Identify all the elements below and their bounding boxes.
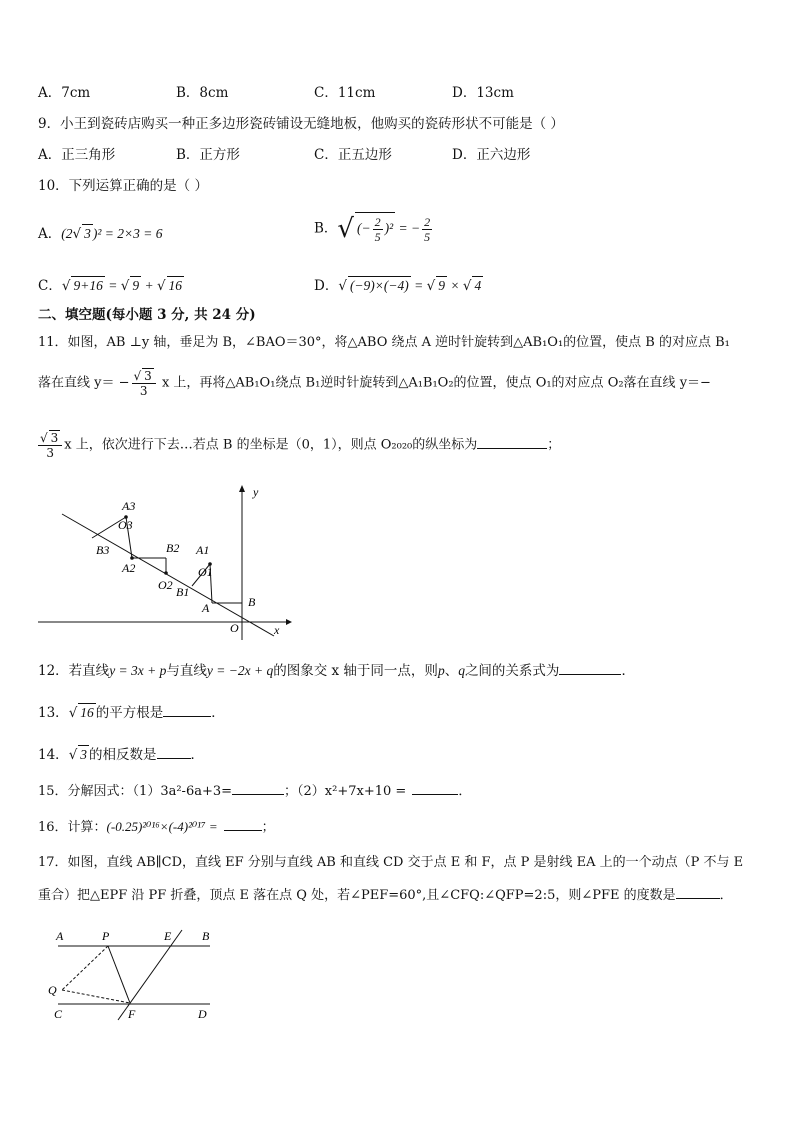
q11-figure <box>34 482 294 642</box>
q15-part-a: 15．分解因式：（1）3a²-6a+3= <box>38 784 233 799</box>
q11-line1: 11．如图，AB ⊥y 轴，垂足为 B，∠BAO＝30°，将△ABO 绕点 A 逆时针旋转到△AB₁O₁的位置，使点 B 的对应点 B₁ <box>38 335 730 350</box>
q10-d-eq: = <box>410 278 427 293</box>
q10-b-den: 5 <box>374 230 381 244</box>
label-b2: B2 <box>166 541 180 555</box>
label-o: O <box>230 621 239 635</box>
q14-line: 14．√ 3 的相反数是 ． <box>38 744 204 764</box>
label-f: F <box>128 1007 136 1021</box>
q8-option-d: D．13cm <box>452 85 514 101</box>
label-o2: O2 <box>158 578 173 592</box>
label-a2: A2 <box>122 561 136 575</box>
q12-sep: 、 <box>444 663 459 679</box>
q12-part-a: 12．若直线 <box>38 663 110 679</box>
q9-option-d: D．正六边形 <box>452 147 531 163</box>
q17-line1: 17．如图，直线 AB∥CD，直线 EF 分别与直线 AB 和直线 CD 交于点 E 和 F，点 P 是射线 EA 上的一个动点（P 不与 E <box>38 855 744 870</box>
q10-d-label: D． <box>314 278 339 294</box>
label-b3: B3 <box>96 543 110 557</box>
label-d: D <box>198 1007 207 1021</box>
q10-c-root3: 16 <box>168 278 183 293</box>
q15-end: ． <box>458 784 472 799</box>
q16-end: ； <box>261 820 275 835</box>
q12-formula1: y = 3x + p <box>109 663 167 678</box>
q11-line2-b: x 上，再将△AB₁O₁绕点 B₁逆时针旋转到△A₁B₁O₂的位置，使点 O₁的对应点 O₂落在直线 y＝− <box>157 375 711 391</box>
y-axis-arrow <box>239 485 245 492</box>
q11-line3-b: x 上，依次进行下去…若点 B 的坐标是（0，1），则点 O₂₀₂₀的纵坐标为 <box>64 437 478 453</box>
q10-stem: 10．下列运算正确的是（ ） <box>38 178 208 194</box>
q10-b-num: 2 <box>374 215 381 229</box>
q9-stem: 9．小王到瓷砖店购买一种正多边形瓷砖铺设无缝地板，他购买的瓷砖形状不可能是（ ） <box>38 116 564 132</box>
label-x: x <box>274 623 280 637</box>
q10-b-rden: 5 <box>424 229 431 244</box>
q12-part-b: 与直线 <box>166 663 207 679</box>
q13-answer-blank[interactable] <box>163 702 211 717</box>
q16-expr: (-0.25)²⁰¹⁶×(-4)²⁰¹⁷ = <box>106 819 218 834</box>
q17-figure <box>44 924 224 1024</box>
section2-title: 二、填空题(每小题 3 分, 共 24 分) <box>38 307 256 323</box>
q12-part-c: 的图象交 x 轴于同一点，则 <box>273 663 438 679</box>
q9-option-c: C．正五边形 <box>314 147 392 163</box>
q9-option-a: A．正三角形 <box>38 147 116 163</box>
q10-b-eq: = − <box>395 220 421 236</box>
label-o3: O3 <box>118 518 133 532</box>
q13-line: 13．√ 16 的平方根是 ． <box>38 702 225 722</box>
label-a: A <box>202 601 210 615</box>
q12-p: p <box>437 663 445 678</box>
q11-frac-num: 3 <box>144 369 152 383</box>
q10-a-expr-part2: )² = 2×3 = 6 <box>92 226 163 241</box>
q14-root: 3 <box>80 747 88 762</box>
q15-answer-blank-1[interactable] <box>232 780 284 795</box>
label-a3: A3 <box>122 499 136 513</box>
q15-part-b: ；（2）x²+7x+10 = <box>284 784 407 799</box>
q11-line3-den: 3 <box>46 446 54 460</box>
q12-part-d: 之间的关系式为 <box>464 663 560 679</box>
label-a1: A1 <box>196 543 210 557</box>
q16-part-a: 16．计算： <box>38 820 107 835</box>
q11-line2-a: 落在直线 y＝ − <box>38 375 130 391</box>
q16-line <box>38 816 275 837</box>
label-b: B <box>202 929 210 943</box>
q10-b-rnum: 2 <box>424 214 431 229</box>
q10-c-label: C． <box>38 278 62 294</box>
q11-frac-den: 3 <box>139 384 148 398</box>
q10-c-plus: + <box>141 278 157 293</box>
q11-line3-end: ； <box>547 437 561 453</box>
q8-option-a: A．7cm <box>38 85 91 101</box>
q12-q: q <box>458 663 465 678</box>
q10-d-root3: 4 <box>474 278 482 293</box>
q10-c-eq: = <box>104 278 121 293</box>
q14-part-a: 14． <box>38 747 69 763</box>
q13-part-a: 13． <box>38 705 69 721</box>
q13-end: ． <box>211 705 225 721</box>
label-a: A <box>56 929 64 943</box>
q17-end: ． <box>719 888 733 903</box>
q9-option-b: B．正方形 <box>176 147 240 163</box>
q10-option-c: C．√ 9+16 = √ 9 + √ 16 <box>38 278 183 294</box>
q10-a-expr-part1: (2 <box>61 226 73 241</box>
point-o2 <box>164 571 168 575</box>
q17-answer-blank[interactable] <box>676 884 720 899</box>
q12-line <box>38 660 635 680</box>
q8-option-c: C．11cm <box>314 85 376 101</box>
q16-answer-blank[interactable] <box>224 816 262 831</box>
q10-option-d: D．√ (−9)×(−4) = √ 9 × √ 4 <box>314 278 482 294</box>
segment-pq <box>62 946 108 990</box>
point-a2 <box>130 556 134 560</box>
x-axis-arrow <box>286 619 292 625</box>
label-c: C <box>54 1007 63 1021</box>
q10-option-a: A．(2√ 3 )² = 2×3 = 6 <box>38 226 163 242</box>
q11-line3-num: 3 <box>50 431 59 445</box>
label-p: P <box>102 929 110 943</box>
q13-root: 16 <box>80 705 94 720</box>
q10-b-inner: (− <box>357 220 371 236</box>
label-o1: O1 <box>198 565 213 579</box>
q12-answer-blank[interactable] <box>559 660 621 675</box>
q10-b-label: B． <box>314 220 338 237</box>
q10-a-root: 3 <box>84 226 91 241</box>
label-b1: B1 <box>176 585 190 599</box>
label-b: B <box>248 595 256 609</box>
segment-pf <box>108 946 130 1003</box>
q14-end: ． <box>190 747 205 763</box>
q11-answer-blank[interactable] <box>477 434 547 449</box>
q14-part-b: 的相反数是 <box>89 747 157 763</box>
q10-c-root2: 9 <box>132 278 140 293</box>
label-q: Q <box>48 983 57 997</box>
q10-b-inner2: )² <box>384 220 394 236</box>
q8-option-b: B．8cm <box>176 85 229 101</box>
q10-d-root1: (−9)×(−4) <box>349 278 409 293</box>
q12-formula2: y = −2x + q <box>206 663 274 678</box>
q11-line3: $\frac{√ 3}{3}$ x 上，依次进行下去…若点 B 的坐标是（0，1），则点 O₂₀₂₀的纵坐标为 ； <box>40 431 561 460</box>
q10-a-label: A． <box>38 226 62 242</box>
q15-line <box>38 780 471 801</box>
q11-line2: 落在直线 y＝ − $\frac{√ 3}{3}$ x 上，再将△AB₁O₁绕点 B₁逆时针旋转到△A₁B₁O₂的位置，使点 O₁的对应点 O₂落在直线 y＝− <box>38 369 711 398</box>
q14-answer-blank[interactable] <box>157 744 191 759</box>
label-e: E <box>164 929 172 943</box>
q10-c-root1: 9+16 <box>73 278 103 293</box>
q10-d-times: × <box>446 278 463 293</box>
segment-qf <box>62 990 130 1003</box>
q12-end: ． <box>621 663 635 679</box>
q10-d-root2: 9 <box>438 278 445 293</box>
q15-answer-blank-2[interactable] <box>412 780 458 795</box>
q17-line2-text: 重合）把△EPF 沿 PF 折叠，顶点 E 落在点 Q 处，若∠PEF=60°,且∠CFQ:∠QFP=2:5，则∠PFE 的度数是 <box>38 888 676 903</box>
q13-part-b: 的平方根是 <box>95 705 164 721</box>
label-y: y <box>253 485 259 499</box>
q10-option-b: B．√ (− $\frac{2}{5}$ )² = − $\frac{2}{5}$ <box>314 212 434 252</box>
q17-line2 <box>38 884 733 905</box>
